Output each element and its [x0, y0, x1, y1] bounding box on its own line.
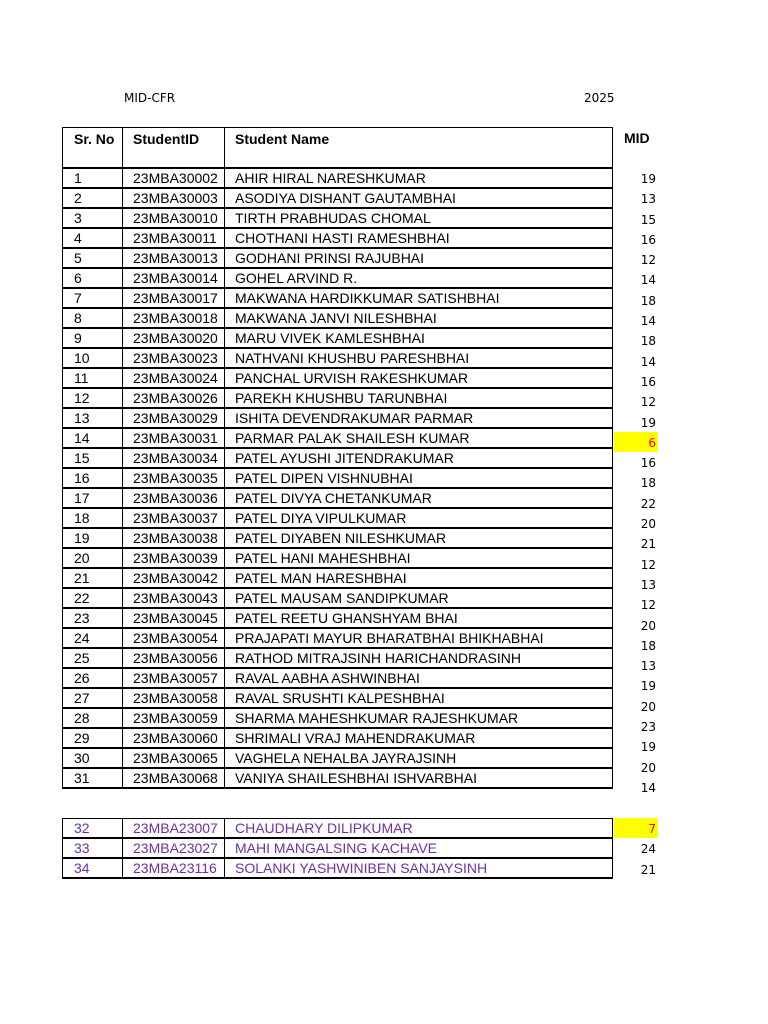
table-row — [63, 648, 613, 668]
cell-mid-mark: 20 — [640, 699, 656, 714]
cell-mid-mark: 6 — [614, 432, 658, 452]
cell-student-id: 23MBA30060 — [123, 728, 225, 748]
cell-sr-no: 32 — [63, 819, 123, 839]
table-row — [63, 228, 613, 248]
table-row — [63, 728, 613, 748]
header-student-id: StudentID — [123, 128, 225, 168]
header-sr-no: Sr. No — [63, 128, 123, 168]
cell-student-id: 23MBA30036 — [123, 488, 225, 508]
cell-student-id: 23MBA30018 — [123, 308, 225, 328]
cell-student-name: PATEL MAUSAM SANDIPKUMAR — [225, 588, 613, 608]
cell-mid-mark: 19 — [640, 740, 656, 755]
cell-student-name: PATEL MAN HARESHBHAI — [225, 568, 613, 588]
cell-student-name: PATEL DIYABEN NILESHKUMAR — [225, 528, 613, 548]
cell-sr-no: 21 — [63, 568, 123, 588]
cell-student-id: 23MBA30017 — [123, 288, 225, 308]
cell-student-id: 23MBA30034 — [123, 448, 225, 468]
cell-student-id: 23MBA30045 — [123, 608, 225, 628]
cell-student-id: 23MBA23007 — [123, 819, 225, 839]
cell-student-id: 23MBA30011 — [123, 228, 225, 248]
cell-sr-no: 25 — [63, 648, 123, 668]
cell-sr-no: 8 — [63, 308, 123, 328]
cell-mid-mark: 21 — [640, 862, 656, 877]
cell-student-name: VANIYA SHAILESHBHAI ISHVARBHAI — [225, 768, 613, 788]
cell-student-name: MAKWANA HARDIKKUMAR SATISHBHAI — [225, 288, 613, 308]
cell-student-id: 23MBA30054 — [123, 628, 225, 648]
cell-mid-mark: 13 — [640, 577, 656, 592]
cell-student-name: PANCHAL URVISH RAKESHKUMAR — [225, 368, 613, 388]
table-row — [63, 388, 613, 408]
table-row — [63, 268, 613, 288]
table-row — [63, 408, 613, 428]
cell-student-name: PRAJAPATI MAYUR BHARATBHAI BHIKHABHAI — [225, 628, 613, 648]
cell-student-name: CHAUDHARY DILIPKUMAR — [225, 819, 613, 839]
table-row — [63, 768, 613, 788]
cell-student-name: TIRTH PRABHUDAS CHOMAL — [225, 208, 613, 228]
cell-sr-no: 1 — [63, 169, 123, 189]
cell-sr-no: 23 — [63, 608, 123, 628]
cell-student-id: 23MBA30056 — [123, 648, 225, 668]
cell-sr-no: 19 — [63, 528, 123, 548]
cell-student-name: MAHI MANGALSING KACHAVE — [225, 838, 613, 858]
cell-student-name: PARMAR PALAK SHAILESH KUMAR — [225, 428, 613, 448]
cell-mid-mark: 18 — [640, 293, 656, 308]
cell-mid-mark: 12 — [640, 253, 656, 268]
cell-mid-mark: 20 — [640, 618, 656, 633]
table-row — [63, 248, 613, 268]
mid-marks-column — [614, 168, 658, 797]
table-row — [63, 308, 613, 328]
cell-student-id: 23MBA30059 — [123, 708, 225, 728]
cell-mid-mark: 16 — [640, 456, 656, 471]
cell-student-id: 23MBA23116 — [123, 858, 225, 878]
cell-student-name: SHARMA MAHESHKUMAR RAJESHKUMAR — [225, 708, 613, 728]
table-row — [63, 748, 613, 768]
cell-sr-no: 9 — [63, 328, 123, 348]
cell-student-name: PAREKH KHUSHBU TARUNBHAI — [225, 388, 613, 408]
cell-mid-mark: 22 — [640, 496, 656, 511]
column-header-table — [62, 127, 613, 168]
cell-sr-no: 26 — [63, 668, 123, 688]
cell-mid-mark: 18 — [640, 476, 656, 491]
cell-student-id: 23MBA30043 — [123, 588, 225, 608]
cell-student-id: 23MBA30023 — [123, 348, 225, 368]
cell-sr-no: 29 — [63, 728, 123, 748]
cell-mid-mark: 13 — [640, 192, 656, 207]
cell-sr-no: 3 — [63, 208, 123, 228]
student-table — [62, 168, 613, 789]
cell-student-id: 23MBA30058 — [123, 688, 225, 708]
table-row — [63, 188, 613, 208]
cell-sr-no: 34 — [63, 858, 123, 878]
cell-student-name: GOHEL ARVIND R. — [225, 268, 613, 288]
table-row — [63, 608, 613, 628]
table-row — [63, 528, 613, 548]
table-row — [63, 588, 613, 608]
cell-mid-mark: 20 — [640, 517, 656, 532]
table-row — [63, 288, 613, 308]
cell-student-name: RAVAL SRUSHTI KALPESHBHAI — [225, 688, 613, 708]
cell-student-id: 23MBA30020 — [123, 328, 225, 348]
table-row — [63, 368, 613, 388]
table-row — [63, 468, 613, 488]
cell-student-id: 23MBA30065 — [123, 748, 225, 768]
header-student-name: Student Name — [225, 128, 613, 168]
cell-student-name: SOLANKI YASHWINIBEN SANJAYSINH — [225, 858, 613, 878]
cell-mid-mark: 20 — [640, 760, 656, 775]
table-row — [63, 688, 613, 708]
cell-sr-no: 7 — [63, 288, 123, 308]
cell-student-name: PATEL DIPEN VISHNUBHAI — [225, 468, 613, 488]
cell-mid-mark: 24 — [640, 842, 656, 857]
cell-student-id: 23MBA30068 — [123, 768, 225, 788]
cell-sr-no: 11 — [63, 368, 123, 388]
extra-student-table — [62, 818, 613, 879]
cell-student-id: 23MBA30035 — [123, 468, 225, 488]
cell-mid-mark: 14 — [640, 780, 656, 795]
cell-student-id: 23MBA30057 — [123, 668, 225, 688]
cell-student-name: RATHOD MITRAJSINH HARICHANDRASINH — [225, 648, 613, 668]
cell-sr-no: 31 — [63, 768, 123, 788]
cell-sr-no: 20 — [63, 548, 123, 568]
extra-mid-marks-column — [614, 818, 658, 879]
cell-mid-mark: 23 — [640, 720, 656, 735]
table-row — [63, 428, 613, 448]
cell-student-id: 23MBA30002 — [123, 169, 225, 189]
table-row — [63, 858, 613, 878]
cell-sr-no: 6 — [63, 268, 123, 288]
table-row — [63, 448, 613, 468]
cell-student-id: 23MBA30024 — [123, 368, 225, 388]
cell-mid-mark: 14 — [640, 314, 656, 329]
cell-sr-no: 30 — [63, 748, 123, 768]
cell-mid-mark: 14 — [640, 354, 656, 369]
cell-student-name: GODHANI PRINSI RAJUBHAI — [225, 248, 613, 268]
cell-sr-no: 18 — [63, 508, 123, 528]
cell-mid-mark: 19 — [640, 172, 656, 186]
table-row — [63, 328, 613, 348]
cell-mid-mark: 21 — [640, 537, 656, 552]
cell-student-id: 23MBA30013 — [123, 248, 225, 268]
cell-sr-no: 5 — [63, 248, 123, 268]
table-row — [63, 548, 613, 568]
cell-mid-mark: 19 — [640, 679, 656, 694]
cell-mid-mark: 19 — [640, 415, 656, 430]
cell-student-name: SHRIMALI VRAJ MAHENDRAKUMAR — [225, 728, 613, 748]
cell-mid-mark: 16 — [640, 232, 656, 247]
cell-sr-no: 4 — [63, 228, 123, 248]
cell-student-name: PATEL AYUSHI JITENDRAKUMAR — [225, 448, 613, 468]
table-row — [63, 169, 613, 189]
table-row — [63, 348, 613, 368]
header-mid: MID — [624, 130, 650, 146]
cell-student-name: PATEL DIVYA CHETANKUMAR — [225, 488, 613, 508]
cell-student-name: PATEL REETU GHANSHYAM BHAI — [225, 608, 613, 628]
cell-student-name: ASODIYA DISHANT GAUTAMBHAI — [225, 188, 613, 208]
cell-student-id: 23MBA30042 — [123, 568, 225, 588]
cell-sr-no: 28 — [63, 708, 123, 728]
cell-student-id: 23MBA30031 — [123, 428, 225, 448]
cell-student-name: AHIR HIRAL NARESHKUMAR — [225, 169, 613, 189]
cell-student-name: MARU VIVEK KAMLESHBHAI — [225, 328, 613, 348]
cell-sr-no: 15 — [63, 448, 123, 468]
cell-mid-mark: 14 — [640, 273, 656, 288]
cell-mid-mark: 18 — [640, 334, 656, 349]
table-row — [63, 838, 613, 858]
sheet-year: 2025 — [584, 91, 615, 105]
cell-student-id: 23MBA30039 — [123, 548, 225, 568]
cell-mid-mark: 7 — [614, 818, 658, 838]
cell-student-name: RAVAL AABHA ASHWINBHAI — [225, 668, 613, 688]
table-row — [63, 508, 613, 528]
cell-mid-mark: 12 — [640, 557, 656, 572]
cell-sr-no: 33 — [63, 838, 123, 858]
cell-student-id: 23MBA30026 — [123, 388, 225, 408]
cell-mid-mark: 12 — [640, 395, 656, 410]
cell-student-id: 23MBA30029 — [123, 408, 225, 428]
cell-student-id: 23MBA30014 — [123, 268, 225, 288]
cell-student-name: PATEL HANI MAHESHBHAI — [225, 548, 613, 568]
cell-mid-mark: 12 — [640, 598, 656, 613]
table-row — [63, 668, 613, 688]
cell-student-name: NATHVANI KHUSHBU PARESHBHAI — [225, 348, 613, 368]
cell-student-id: 23MBA30037 — [123, 508, 225, 528]
cell-student-name: VAGHELA NEHALBA JAYRAJSINH — [225, 748, 613, 768]
cell-student-id: 23MBA30003 — [123, 188, 225, 208]
cell-mid-mark: 18 — [640, 638, 656, 653]
cell-sr-no: 12 — [63, 388, 123, 408]
sheet-title: MID-CFR — [124, 91, 176, 105]
cell-student-id: 23MBA23027 — [123, 838, 225, 858]
cell-student-name: PATEL DIYA VIPULKUMAR — [225, 508, 613, 528]
cell-sr-no: 10 — [63, 348, 123, 368]
cell-sr-no: 2 — [63, 188, 123, 208]
table-row — [63, 208, 613, 228]
cell-mid-mark: 15 — [640, 212, 656, 227]
cell-student-name: ISHITA DEVENDRAKUMAR PARMAR — [225, 408, 613, 428]
cell-sr-no: 24 — [63, 628, 123, 648]
cell-sr-no: 16 — [63, 468, 123, 488]
table-row — [63, 568, 613, 588]
cell-sr-no: 14 — [63, 428, 123, 448]
cell-sr-no: 27 — [63, 688, 123, 708]
cell-student-id: 23MBA30010 — [123, 208, 225, 228]
cell-student-name: CHOTHANI HASTI RAMESHBHAI — [225, 228, 613, 248]
table-row — [63, 708, 613, 728]
cell-mid-mark: 13 — [640, 659, 656, 674]
cell-sr-no: 17 — [63, 488, 123, 508]
table-row — [63, 488, 613, 508]
cell-sr-no: 22 — [63, 588, 123, 608]
table-row — [63, 819, 613, 839]
cell-student-id: 23MBA30038 — [123, 528, 225, 548]
table-row — [63, 628, 613, 648]
cell-sr-no: 13 — [63, 408, 123, 428]
cell-student-name: MAKWANA JANVI NILESHBHAI — [225, 308, 613, 328]
cell-mid-mark: 16 — [640, 374, 656, 389]
